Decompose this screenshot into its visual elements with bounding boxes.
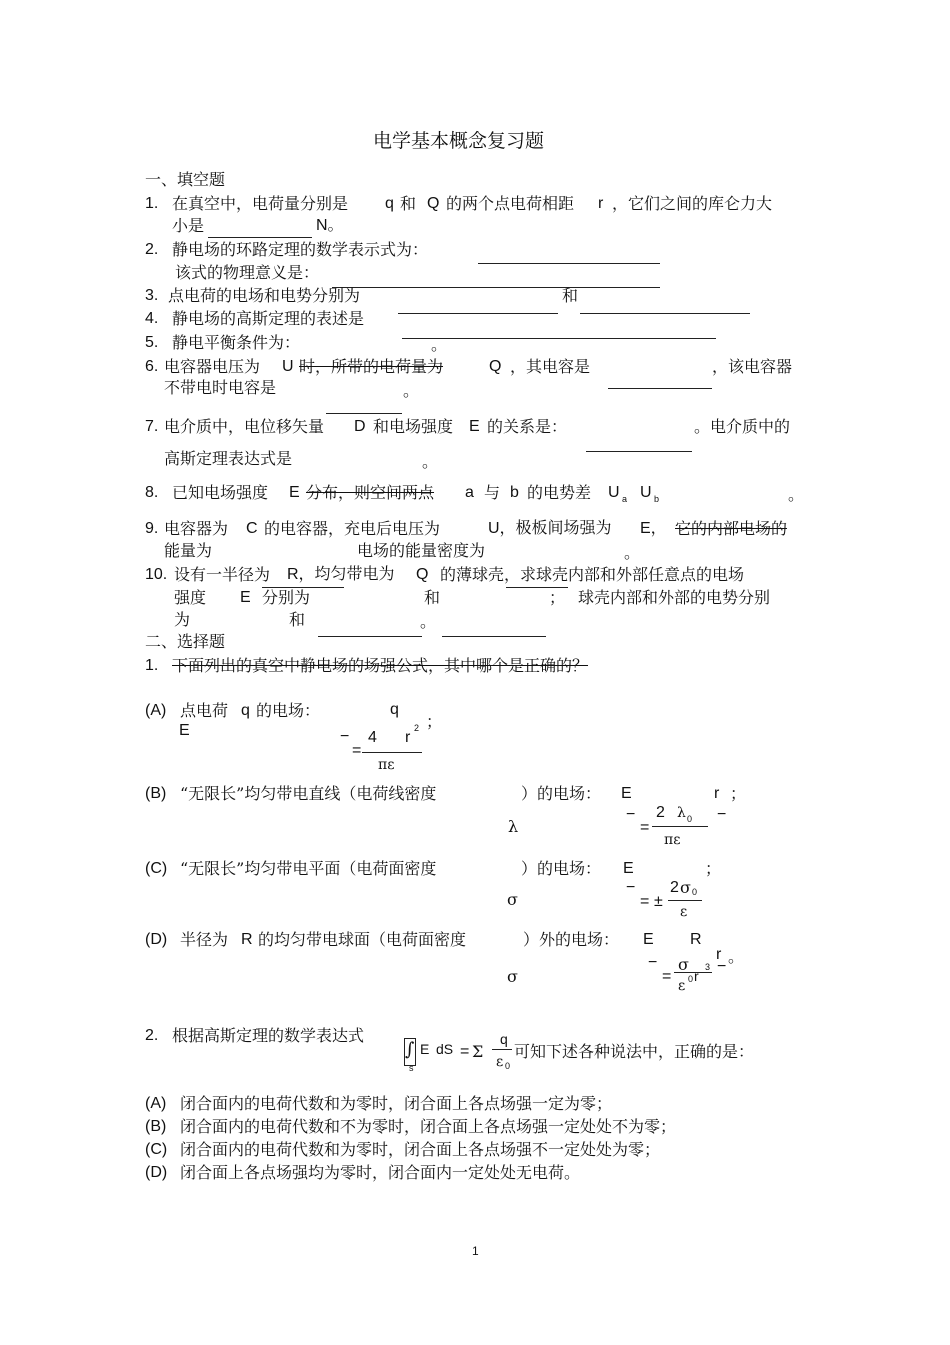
fraction-bar (668, 900, 702, 901)
formula-end: ； (705, 859, 722, 878)
question-text: 能量为 (164, 541, 213, 560)
formula-end: ； (730, 784, 747, 803)
answer-blank (478, 263, 660, 264)
formula-numerator: λ (677, 805, 686, 821)
equals-sign: = (352, 742, 362, 759)
question-text: 静电场的高斯定理的表述是 (172, 309, 365, 328)
option-text: 闭合面内的电荷代数和为零时，闭合面上各点场强不一定处处为零； (180, 1140, 661, 1159)
question-text: 在真空中，电荷量分别是 (172, 194, 349, 213)
option-label: (A) (145, 702, 167, 719)
question-number: 6. (145, 358, 159, 375)
question-number: 9. (145, 520, 159, 537)
question-text: 和 (289, 610, 306, 629)
question-text: 的薄球壳，求球壳内部和外部任意点的电场 (440, 565, 745, 584)
option-text: ）的电场： (521, 859, 602, 878)
math-subscript: a (622, 494, 628, 504)
option-label: (C) (145, 1141, 168, 1158)
formula-denominator: ε (680, 904, 688, 920)
formula-exponent: 3 (705, 962, 711, 972)
option-text: 闭合面上各点场强均为零时，闭合面内一定处处无电荷。 (180, 1163, 581, 1182)
answer-blank (442, 636, 546, 637)
question-text: 时，所带的电荷量为 (299, 357, 444, 376)
question-number: 5. (145, 334, 159, 351)
option-label: (A) (145, 1095, 167, 1112)
question-text: 该式的物理意义是： (175, 263, 320, 282)
vector-bar: − (626, 806, 636, 823)
math-subscript: 0 (692, 887, 698, 897)
math-var: a (465, 484, 474, 501)
question-text: 分别为 (262, 588, 311, 607)
math-var: σ (507, 890, 518, 909)
math-var: E (240, 589, 251, 606)
math-var: Q (427, 195, 440, 212)
math-subscript: 0 (505, 1061, 511, 1071)
formula-exponent: 2 (414, 723, 420, 733)
question-text: 和 (424, 588, 441, 607)
question-text: 和 (400, 194, 417, 213)
formula-numerator-r: R (690, 931, 702, 948)
answer-blank (262, 587, 344, 588)
question-number: 7. (145, 418, 159, 435)
answer-blank (208, 237, 312, 238)
question-number: 3. (145, 287, 159, 304)
question-text: U，极板间场强为 (488, 520, 612, 537)
question-text: 已知电场强度 (172, 483, 269, 502)
option-text: 闭合面内的电荷代数和不为零时，闭合面上各点场强一定处处不为零； (180, 1117, 677, 1136)
question-text: R，均匀带电为 (287, 566, 395, 583)
formula-denominator: πε (378, 757, 395, 773)
question-text: 高斯定理表达式是 (164, 449, 293, 468)
formula-end: ； (426, 712, 443, 731)
vector-bar: − (340, 728, 350, 745)
question-text: 的两个点电荷相距 (446, 194, 575, 213)
formula-r: r (714, 785, 720, 802)
answer-blank (608, 388, 712, 389)
sum-sign: Σ (472, 1042, 484, 1061)
question-number: 4. (145, 310, 159, 327)
math-var: E (469, 418, 480, 435)
option-text: 的均匀带电球面（电荷面密度 (258, 930, 467, 949)
question-text: 和电场强度 (373, 417, 454, 436)
answer-blank (318, 636, 422, 637)
fraction-bar (362, 752, 422, 753)
question-text: 设有一半径为 (174, 565, 271, 584)
question-text: 。 (422, 452, 439, 471)
math-var: E， (640, 520, 667, 537)
question-text: 它的内部电场的 (675, 519, 788, 538)
math-subscript: 0 (687, 814, 693, 824)
formula-end: 。 (728, 947, 745, 966)
math-var: λ (508, 817, 519, 836)
question-number: 1. (145, 657, 159, 674)
formula-numerator: q (500, 1031, 508, 1047)
section-heading-choice: 二、选择题 (145, 632, 226, 651)
vector-bar: − (717, 806, 727, 823)
formula-numerator: q (390, 701, 399, 718)
math-var: U (282, 358, 294, 375)
question-text: 强度 (174, 588, 207, 607)
option-text: 点电荷 (180, 701, 229, 720)
formula-r: r (716, 946, 722, 963)
question-text: 。 (624, 543, 641, 562)
answer-blank (580, 313, 750, 314)
option-label: (B) (145, 785, 167, 802)
question-text: N。 (316, 217, 344, 234)
formula-r: r (405, 729, 411, 746)
math-var: E (621, 785, 632, 802)
option-text: 半径为 (180, 930, 229, 949)
math-var: D (354, 418, 366, 435)
formula-coefficient: 4 (368, 729, 377, 746)
math-var: U (608, 484, 620, 501)
question-stem: 下面列出的真空中静电场的场强公式，其中哪个是正确的？ (172, 656, 589, 675)
option-label: (B) (145, 1118, 167, 1135)
vector-bar: − (717, 958, 727, 975)
answer-blank (586, 451, 692, 452)
question-text: 电介质中，电位移矢量 (164, 417, 325, 436)
question-text: 静电平衡条件为： (172, 333, 301, 352)
question-text: 电容器电压为 (164, 357, 261, 376)
question-text: 与 (484, 483, 501, 502)
question-text: 的关系是： (487, 417, 568, 436)
math-var: σ (507, 967, 518, 986)
formula-denominator: ε (496, 1054, 504, 1070)
math-var: b (510, 484, 519, 501)
fraction-bar (652, 826, 708, 827)
integral-sign: ∫ (405, 1039, 415, 1060)
math-var: E (623, 860, 634, 877)
question-number: 2. (145, 1027, 159, 1044)
question-text: 静电场的环路定理的数学表示式为： (172, 240, 429, 259)
math-var: E (643, 931, 654, 948)
math-var: Q (489, 358, 502, 375)
answer-blank (332, 287, 660, 288)
formula-denominator-r: r (694, 968, 699, 984)
math-var: U (640, 484, 652, 501)
question-text: 。 (420, 612, 437, 631)
question-stem: 根据高斯定理的数学表达式 (172, 1026, 365, 1045)
answer-blank (398, 313, 558, 314)
question-stem: 可知下述各种说法中，正确的是： (514, 1042, 755, 1061)
question-number: 2. (145, 241, 159, 258)
math-var: C (246, 520, 258, 537)
question-text: 。电介质中的 (694, 417, 791, 436)
math-var: R (241, 931, 253, 948)
question-text: 分布，则空间两点 (306, 483, 435, 502)
option-text: 闭合面内的电荷代数和为零时，闭合面上各点场强一定为零； (180, 1094, 613, 1113)
question-text: 。 (403, 381, 420, 400)
question-text: ，该电容器 (712, 357, 793, 376)
math-var: q (241, 702, 250, 719)
math-var: E (289, 484, 300, 501)
math-var: E (179, 722, 190, 739)
formula-denominator: ε (678, 978, 686, 994)
page-title: 电学基本概念复习题 (373, 130, 545, 152)
fraction-bar (674, 972, 712, 973)
page-number: 1 (472, 1244, 479, 1258)
section-heading-fill: 一、填空题 (145, 170, 226, 189)
question-text: 。 (431, 335, 448, 354)
question-text: 的电容器，充电后电压为 (264, 519, 441, 538)
question-text: 电容器为 (164, 519, 229, 538)
option-text: ）的电场： (521, 784, 602, 803)
formula-numerator: σ (680, 878, 691, 897)
equals-sign: = (460, 1043, 470, 1060)
question-number: 1. (145, 195, 159, 212)
question-text: 。 (788, 485, 805, 504)
math-var: dS (436, 1041, 454, 1057)
formula-denominator: πε (664, 832, 681, 848)
question-text: 点电荷的电场和电势分别为 (168, 286, 361, 305)
question-text: ； (549, 588, 566, 607)
question-number: 8. (145, 484, 159, 501)
answer-blank (402, 338, 716, 339)
math-subscript: 0 (688, 974, 694, 984)
vector-bar: − (626, 879, 636, 896)
fraction-bar (492, 1049, 512, 1050)
option-label: (D) (145, 931, 168, 948)
option-text: “无限长”均匀带电平面（电荷面密度 (180, 859, 437, 878)
question-text: 的电势差 (527, 483, 592, 502)
equals-sign: = (640, 893, 650, 910)
question-text: 和 (562, 286, 579, 305)
option-text: 的电场： (256, 701, 321, 720)
math-var: q (385, 195, 394, 212)
question-text: 电场的能量密度为 (357, 541, 486, 560)
question-text: ，它们之间的库仑力大 (612, 194, 773, 213)
question-text: 为 (174, 610, 191, 629)
question-number: 10. (145, 566, 168, 583)
question-text: 不带电时电容是 (164, 378, 277, 397)
option-text: “无限长”均匀带电直线（电荷线密度 (180, 784, 437, 803)
formula-coefficient: 2 (656, 804, 665, 821)
question-text: 小是 (172, 216, 205, 235)
option-text: ）外的电场： (523, 930, 620, 949)
math-subscript: b (654, 494, 660, 504)
option-label: (D) (145, 1164, 168, 1181)
equals-sign: = (640, 819, 650, 836)
integral-subscript: s (409, 1063, 414, 1073)
option-label: (C) (145, 860, 168, 877)
answer-blank (326, 413, 402, 414)
plus-minus: ± (654, 893, 663, 910)
math-var: E (420, 1041, 430, 1057)
vector-bar: − (648, 954, 658, 971)
equals-sign: = (662, 968, 672, 985)
formula-coefficient: 2 (670, 879, 679, 896)
math-var: Q (416, 566, 429, 583)
question-text: 球壳内部和外部的电势分别 (578, 588, 771, 607)
math-var: r (598, 195, 604, 212)
formula-numerator: σ (678, 955, 689, 974)
question-text: ，其电容是 (510, 357, 591, 376)
